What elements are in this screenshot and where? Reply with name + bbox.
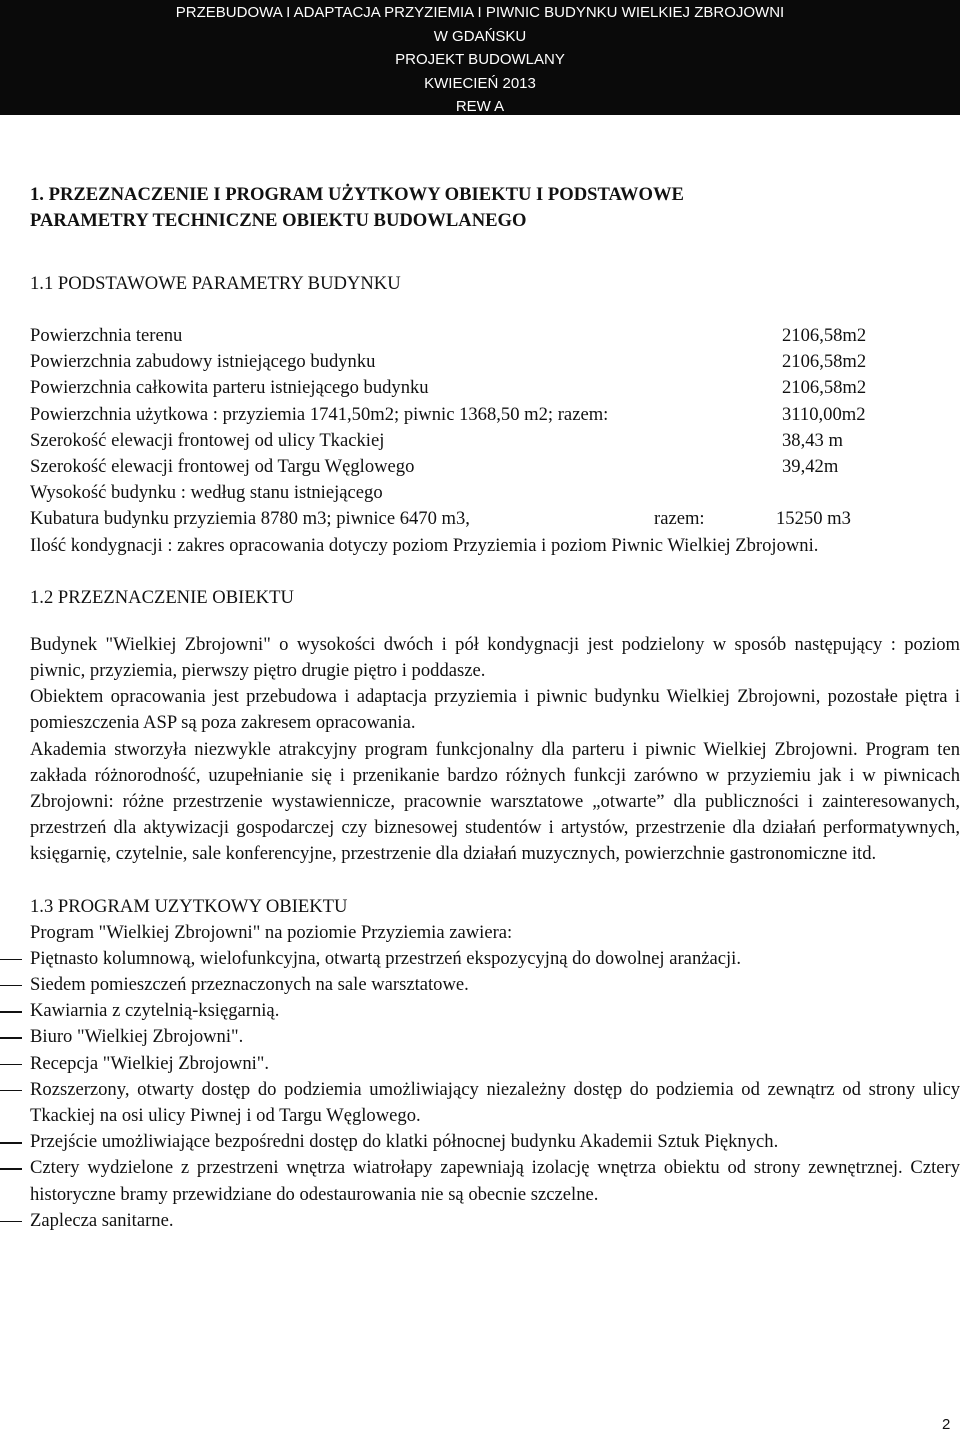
paragraph: Akademia stworzyła niezwykle atrakcyjny program funkcjonalny dla parteru i piwnic Wielkiej Zbrojowni. Program ten zakłada różnorodność, uzupełnianie się i przenikanie bardzo różnych funkcji zarówno w przyziemiu jak i w piwnicach Zbrojowni: różne przestrzenie wystawiennicze, pracownie warsztatowe „otwarte” dla publiczności i zainteresowanych, przestrzeń dla aktywizacji gospodarczej czy biznesowej studentów i artystów, przestrzenie dla działań performatywnych, księgarnię, czytelnie, sale konferencyjne, przestrzenie dla działań muzycznych, powierzchnie gastronomiczne itd. (30, 738, 960, 865)
list-item (30, 998, 960, 1024)
chapter-heading-line: 1. PRZEZNACZENIE I PROGRAM UŻYTKOWY OBIEKTU I PODSTAWOWE (30, 184, 684, 205)
parameter-row (30, 349, 882, 375)
list-item-text: Cztery wydzielone z przestrzeni wnętrza wiatrołapy zapewniają izolację wnętrza obiektu od strony zewnętrznej. Cztery historyczne bramy przewidziane do odestaurowania nie są obecnie szczelne. (30, 1157, 960, 1205)
list-item-text: Rozszerzony, otwarty dostęp do podziemia umożliwiający niezależny dostęp do podziemia od zewnątrz od strony ulicy Tkackiej na osi ulicy Piwnej i od Targu Węglowego. (30, 1078, 960, 1127)
list-item-text: Zaplecza sanitarne. (30, 1209, 174, 1231)
list-item-text: Recepcja "Wielkiej Zbrojowni". (30, 1052, 270, 1074)
section-heading-1-3: 1.3 PROGRAM UZYTKOWY OBIEKTU (30, 895, 348, 917)
kubatura-razem: razem: (654, 508, 705, 530)
kubatura-value: 15250 m3 (776, 508, 851, 530)
parameter-value: 2106,58m2 (782, 377, 867, 399)
document-body (30, 182, 960, 1234)
parameter-label: Powierzchnia użytkowa : przyziemia 1741,50m2; piwnic 1368,50 m2; razem: (30, 403, 609, 425)
page-header (0, 0, 960, 115)
list-item-text: Piętnasto kolumnową, wielofunkcyjna, otwartą przestrzeń ekspozycyjną do dowolnej aranżacji. (30, 947, 741, 969)
list-item (30, 1077, 960, 1129)
parameter-value: 2106,58m2 (782, 325, 867, 346)
parameter-row (30, 428, 882, 454)
parameter-label: Powierzchnia zabudowy istniejącego budynku (30, 351, 376, 373)
parameter-value: 2106,58m2 (782, 351, 867, 373)
kubatura-label: Kubatura budynku przyziemia 8780 m3; piwnice 6470 m3, (30, 508, 470, 530)
list-item (30, 972, 960, 998)
program-list (30, 946, 960, 1234)
paragraph: Obiektem opracowania jest przebudowa i adaptacja przyziemia i piwnic budynku Wielkiej Zbrojowni, pozostałe piętra i pomieszczenia ASP są poza zakresem opracowania. (30, 686, 960, 734)
paragraph: Budynek "Wielkiej Zbrojowni" o wysokości dwóch i pół kondygnacji jest podzielony w sposób następujący : poziom piwnic, przyziemia, pierwszy piętro drugie piętro i poddasze. (30, 633, 960, 682)
list-item (30, 1208, 960, 1234)
header-line: W GDAŃSKU (433, 27, 527, 45)
header-line: KWIECIEŃ 2013 (424, 74, 536, 92)
section-heading-1-2: 1.2 PRZEZNACZENIE OBIEKTU (30, 586, 294, 608)
parameter-row (30, 402, 882, 428)
parameters-table (30, 323, 882, 533)
kubatura-row (30, 506, 882, 532)
program-intro: Program "Wielkiej Zbrojowni" na poziomie Przyziemia zawiera: (30, 921, 513, 943)
list-item-text: Kawiarnia z czytelnią-księgarnią. (30, 1000, 280, 1022)
parameter-row (30, 323, 882, 349)
list-item-text: Biuro "Wielkiej Zbrojowni". (30, 1026, 244, 1048)
header-line: PRZEBUDOWA I ADAPTACJA PRZYZIEMIA I PIWNIC BUDYNKU WIELKIEJ ZBROJOWNI (175, 4, 785, 21)
header-line: REW A (455, 98, 505, 115)
list-item (30, 1129, 960, 1155)
list-item (30, 1051, 960, 1077)
parameter-label: Szerokość elewacji frontowej od Targu Węglowego (30, 456, 415, 478)
parameter-value: 39,42m (782, 456, 839, 478)
parameter-value: 38,43 m (782, 429, 843, 451)
chapter-heading (30, 182, 960, 234)
header-line: PROJEKT BUDOWLANY (395, 51, 565, 68)
chapter-heading-line: PARAMETRY TECHNICZNE OBIEKTU BUDOWLANEGO (30, 210, 527, 231)
list-item (30, 946, 960, 972)
kondygnacje-text: Ilość kondygnacji : zakres opracowania dotyczy poziom Przyziemia i poziom Piwnic Wielkiej Zbrojowni. (30, 534, 819, 556)
list-item (30, 1155, 960, 1207)
parameter-value: 3110,00m2 (782, 403, 866, 425)
list-item-text: Siedem pomieszczeń przeznaczonych na sale warsztatowe. (30, 974, 469, 996)
section-heading-1-1: 1.1 PODSTAWOWE PARAMETRY BUDYNKU (30, 273, 401, 294)
parameter-label: Powierzchnia całkowita parteru istniejącego budynku (30, 377, 429, 399)
parameter-row (30, 454, 882, 480)
list-item (30, 1024, 960, 1050)
parameter-row (30, 375, 882, 401)
parameter-label: Powierzchnia terenu (30, 325, 183, 346)
building-height: Wysokość budynku : według stanu istniejącego (30, 482, 383, 504)
page-number: 2 (942, 1416, 951, 1433)
parameter-label: Szerokość elewacji frontowej od ulicy Tkackiej (30, 429, 385, 451)
list-item-text: Przejście umożliwiające bezpośredni dostęp do klatki północnej budynku Akademii Sztuk Pięknych. (30, 1131, 779, 1153)
